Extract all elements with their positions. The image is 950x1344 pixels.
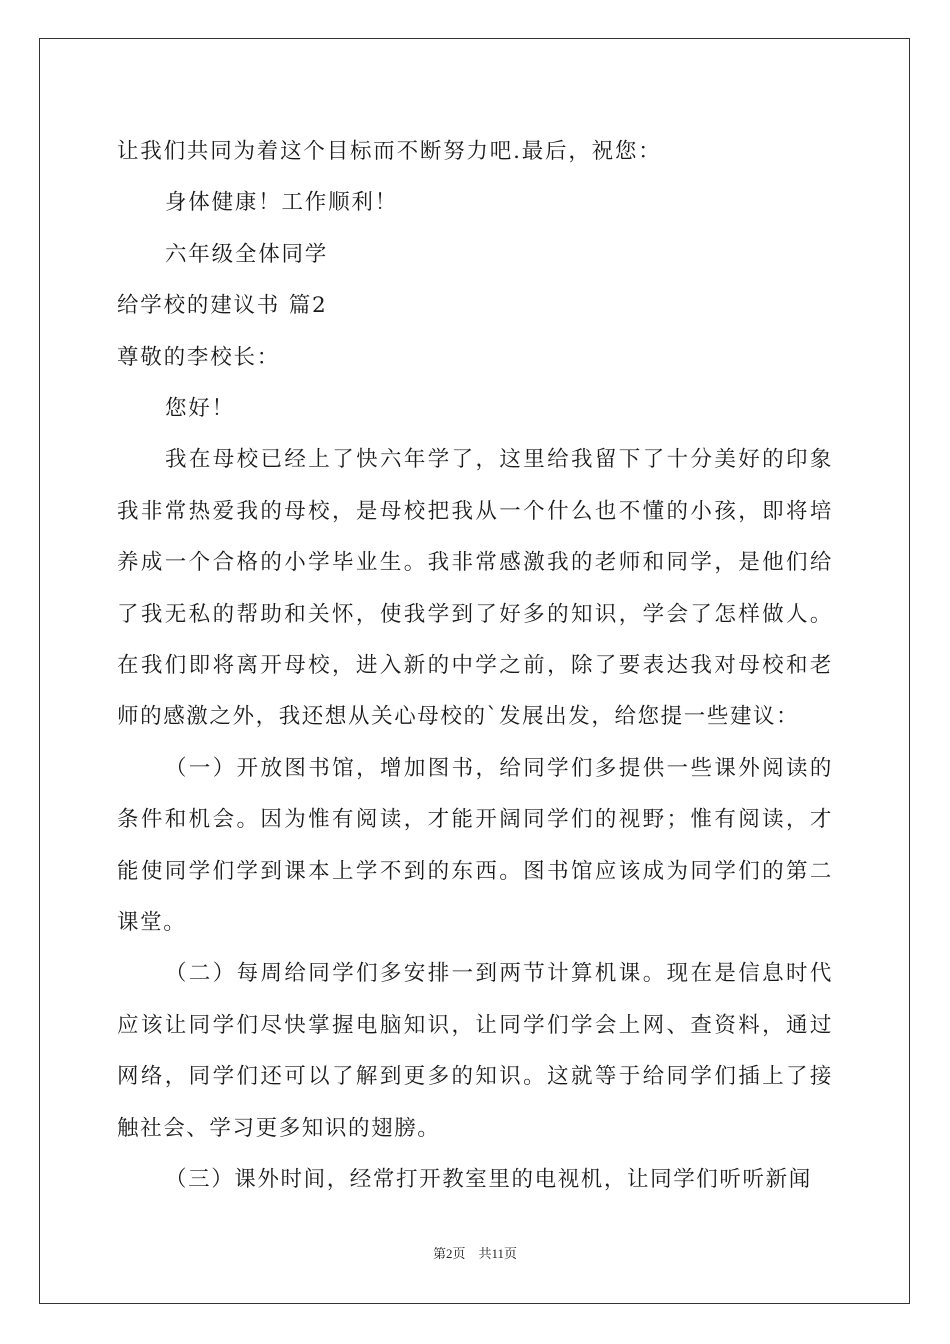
- wish-line: 身体健康！工作顺利！: [165, 190, 399, 216]
- closing-line: 让我们共同为着这个目标而不断努力吧.最后，祝您：: [117, 139, 662, 164]
- page-number: 第2页 共11页: [432, 1246, 518, 1261]
- signature-line: 六年级全体同学: [165, 241, 329, 267]
- paragraph-suggestion-2: （二）每周给同学们多安排一到两节计算机课。现在是信息时代应该让同学们尽快掌握电脑知识，让同学们学会上网、查资料，通过网络，同学们还可以了解到更多的知识。这就等于给同学们插上了接触社会、学习更多知识的翅膀。: [117, 961, 833, 1141]
- paragraph-intro: 我在母校已经上了快六年学了，这里给我留下了十分美好的印象我非常热爱我的母校，是母校把我从一个什么也不懂的小孩，即将培养成一个合格的小学毕业生。我非常感激我的老师和同学，是他们给了我无私的帮助和关怀，使我学到了好多的知识，学会了怎样做人。在我们即将离开母校，进入新的中学之前，除了要表达我对母校和老师的感激之外，我还想从关心母校的`发展出发，给您提一些建议：: [117, 447, 833, 730]
- section-title: 给学校的建议书 篇2: [117, 293, 328, 319]
- paragraph-suggestion-3: （三）课外时间，经常打开教室里的电视机，让同学们听听新闻: [165, 1167, 812, 1193]
- greeting: 您好！: [165, 395, 235, 421]
- paragraph-suggestion-1: （一）开放图书馆，增加图书，给同学们多提供一些课外阅读的条件和机会。因为惟有阅读，才能开阔同学们的视野；惟有阅读，才能使同学们学到课本上学不到的东西。图书馆应该成为同学们的第二课堂。: [117, 755, 833, 935]
- salutation: 尊敬的李校长：: [117, 344, 281, 370]
- document-body: [117, 126, 833, 1205]
